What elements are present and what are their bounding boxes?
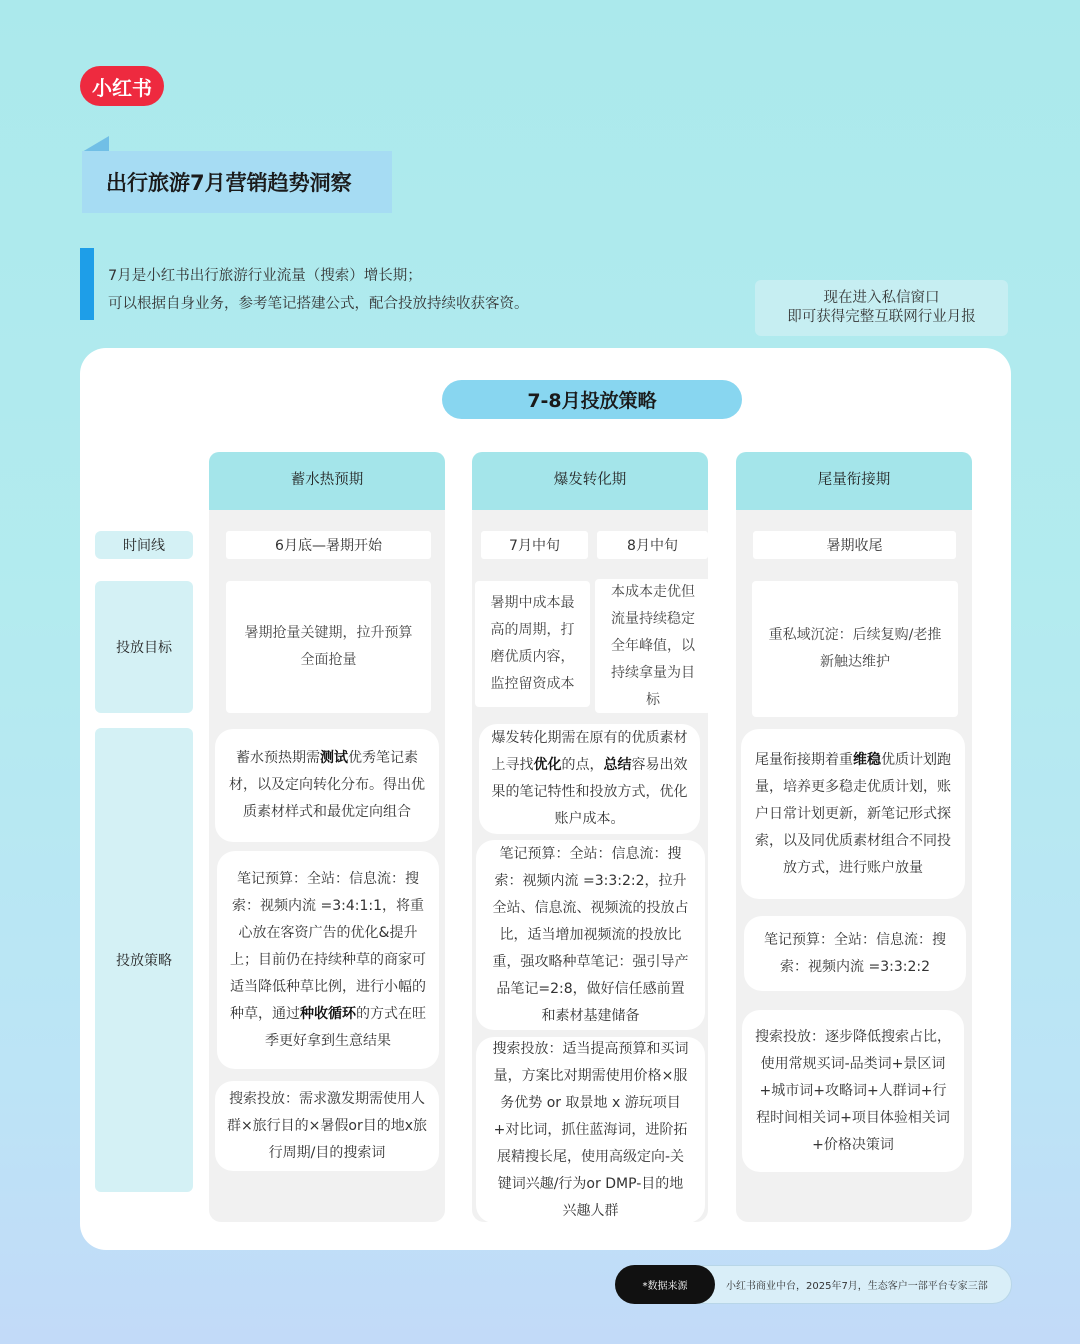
column-3-goal bbox=[752, 581, 958, 717]
column-2-strategy-budget bbox=[476, 840, 705, 1030]
column-3-header: 尾量衔接期 bbox=[736, 452, 972, 510]
column-3-goal-line-2: 新触达维护 bbox=[820, 654, 890, 670]
column-1-goal-line-2: 全面抢量 bbox=[300, 652, 357, 668]
row-label-strategy: 投放策略 bbox=[95, 728, 193, 1192]
col2-goal-b: 本成本走优但流量持续稳定全年峰值，以持续拿量为目标 bbox=[611, 583, 695, 708]
col3-s1-b: 维稳 bbox=[853, 751, 881, 768]
column-2-time-a: 7月中旬 bbox=[481, 531, 588, 559]
strategy-title: 7-8月投放策略 bbox=[442, 380, 742, 419]
col2-s1-b: 优化 bbox=[533, 757, 562, 773]
col1-s1-b: 测试 bbox=[320, 750, 348, 766]
row-label-timeline: 时间线 bbox=[95, 531, 193, 559]
intro-line-2: 可以根据自身业务，参考笔记搭建公式，配合投放持续收获客资。 bbox=[108, 296, 529, 312]
col2-s1-a: 爆发转化期需在原有的优质素材上寻找 bbox=[491, 730, 688, 773]
col1-s1-c: 优秀笔记素材，以及定向转化分布。得出优质素材样式和最优定向组合 bbox=[229, 750, 425, 820]
col1-s2-c: 的方式在旺季更好拿到生意结果 bbox=[265, 1005, 426, 1049]
col3-s3: 搜索投放：逐步降低搜索占比，使用常规买词-品类词+景区词+城市词+攻略词+人群词+行程时间相关词+项目体验相关词+价格决策词 bbox=[755, 1028, 951, 1153]
column-3-strategy-search bbox=[742, 1010, 964, 1172]
column-3-time: 暑期收尾 bbox=[753, 531, 956, 559]
column-1-strategy-search bbox=[215, 1081, 439, 1171]
col3-s1-c: 优质计划跑量，培养更多稳走优质计划，账户日常计划更新，新笔记形式探索，以及同优质素材组合不同投放方式，进行账户放量 bbox=[755, 751, 951, 876]
column-1-time: 6月底—暑期开始 bbox=[226, 531, 431, 559]
cta-line-1: 现在进入私信窗口 bbox=[823, 290, 940, 306]
column-1-strategy-test bbox=[215, 729, 439, 842]
intro-accent-bar bbox=[80, 248, 94, 320]
col2-s3: 搜索投放：适当提高预算和买词量，方案比对期需使用价格×服务优势 or 取景地 x 游玩项目+对比词，抓住蓝海词，进阶拓展精搜长尾，使用高级定向-关键词兴趣/行为or DMP-目的地兴趣人群 bbox=[492, 1040, 689, 1219]
page-title bbox=[82, 151, 392, 213]
footer-source-text: 小红书商业中台，2025年7月，生态客户一部平台专家三部 bbox=[726, 1281, 988, 1292]
column-3-goal-line-1: 重私域沉淀：后续复购/老推 bbox=[768, 627, 942, 643]
xiaohongshu-logo: 小红书 bbox=[80, 66, 164, 106]
col3-s1-a: 尾量衔接期着重 bbox=[755, 751, 853, 768]
col1-s1-a: 蓄水预热期需 bbox=[236, 750, 320, 766]
row-label-goal: 投放目标 bbox=[95, 581, 193, 713]
col2-s1-c: 的点， bbox=[561, 757, 604, 773]
column-1-goal bbox=[226, 581, 431, 713]
col1-s2-a: 笔记预算：全站：信息流：搜索：视频内流 =3:4:1:1，将重心放在客资广告的优化&提升上；目前仍在持续种草的商家可适当降低种草比例，进行小幅的种草，通过 bbox=[230, 870, 426, 1022]
column-2-goal-b bbox=[595, 579, 711, 713]
cta-line-2: 即可获得完整互联网行业月报 bbox=[787, 309, 976, 325]
intro-line-1: 7月是小红书出行旅游行业流量（搜索）增长期； bbox=[108, 268, 422, 284]
col2-s1-d: 总结 bbox=[603, 757, 632, 773]
col1-s3: 搜索投放：需求激发期需使用人群×旅行目的×暑假or目的地x旅行周期/目的搜索词 bbox=[226, 1090, 428, 1161]
intro-text bbox=[108, 262, 529, 318]
cta-private-message[interactable] bbox=[755, 280, 1008, 336]
col2-goal-a: 暑期中成本最高的周期，打磨优质内容，监控留资成本 bbox=[490, 595, 575, 692]
column-1-goal-line-1: 暑期抢量关键期，拉升预算 bbox=[244, 625, 413, 641]
column-2-header: 爆发转化期 bbox=[472, 452, 708, 510]
col1-s2-b: 种收循环 bbox=[300, 1005, 356, 1022]
column-3-strategy-stabilize bbox=[741, 729, 965, 899]
col2-s1-e: 容易出效果的笔记特性和投放方式，优化账户成本。 bbox=[491, 757, 688, 827]
page-title-text: 出行旅游7月营销趋势洞察 bbox=[106, 171, 352, 195]
col3-s2: 笔记预算：全站：信息流：搜索：视频内流 =3:3:2:2 bbox=[764, 931, 946, 975]
footer-source-label: *数据来源 bbox=[615, 1265, 715, 1304]
column-3-strategy-budget bbox=[744, 916, 966, 991]
col2-s2: 笔记预算：全站：信息流：搜索：视频内流 =3:3:2:2，拉升全站、信息流、视频流的投放占比，适当增加视频流的投放比重，强攻略种草笔记：强引导产品笔记=2:8，做好信任感前置和素材基建储备 bbox=[492, 845, 689, 1024]
column-2-time-b: 8月中旬 bbox=[597, 531, 708, 559]
column-1-header: 蓄水热预期 bbox=[209, 452, 445, 510]
column-2-strategy-search bbox=[476, 1037, 705, 1223]
column-2-strategy-optimize bbox=[479, 724, 700, 834]
column-2-goal-a bbox=[475, 581, 590, 707]
column-1-strategy-budget bbox=[217, 851, 439, 1069]
title-tab-decoration bbox=[82, 136, 109, 152]
